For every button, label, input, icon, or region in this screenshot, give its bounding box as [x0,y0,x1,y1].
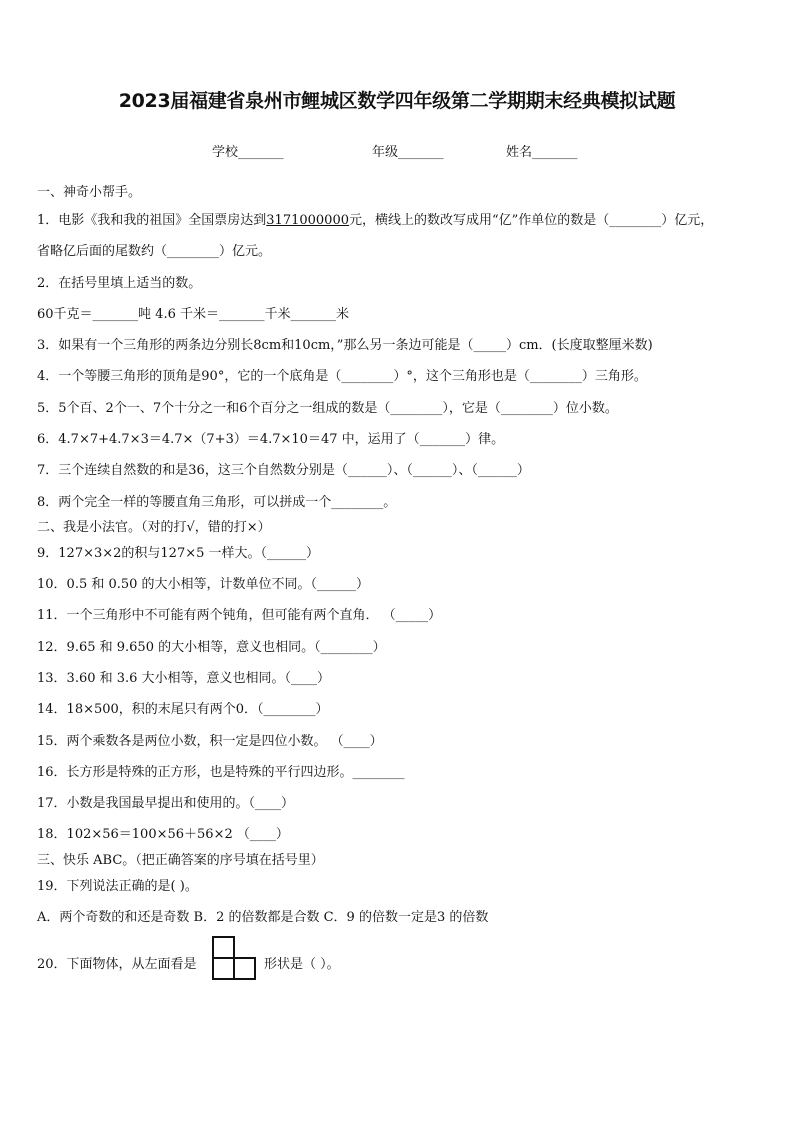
school-field [212,141,284,160]
school-blank: _______ [238,145,284,160]
question-10: 10．0.5 和 0.50 的大小相等，计数单位不同。（______） [37,577,370,592]
box-office-number: 3171000000 [266,213,349,228]
name-field [506,141,578,160]
left-view-figure [212,936,256,980]
question-19-options: A．两个奇数的和还是奇数 B．2 的倍数都是合数 C．9 的倍数一定是3 的倍数 [37,910,489,925]
question-9: 9．127×3×2的积与127×5 一样大。（______） [37,546,320,561]
section-3-heading: 三、快乐 ABC。（把正确答案的序号填在括号里） [37,853,324,868]
question-1-continued: 省略亿后面的尾数约（________）亿元。 [37,244,272,259]
question-6: 6．4.7×7+4.7×3＝4.7×（7+3）＝4.7×10＝47 中，运用了（_______）律。 [37,432,505,447]
question-1 [37,209,713,228]
name-blank: _______ [532,145,578,160]
question-1-text-rest: 元，横线上的数改写成用“亿”作单位的数是（________）亿元， [349,213,714,228]
question-1-text: 1．电影《我和我的祖国》全国票房达到 [37,213,267,228]
figure-square-top [212,936,235,959]
question-7: 7．三个连续自然数的和是36，这三个自然数分别是（______）、（______）、（______） [37,463,530,478]
section-2-heading: 二、我是小法官。（对的打√，错的打×） [37,520,271,535]
section-1-heading: 一、神奇小帮手。 [37,185,142,200]
question-18: 18．102×56＝100×56＋56×2 （____） [37,827,289,842]
question-3: 3．如果有一个三角形的两条边分别长8cm和10cm，”那么另一条边可能是（_____）cm．(长度取整厘米数) [37,338,653,353]
figure-square-bottom-right [233,957,256,980]
question-8: 8．两个完全一样的等腰直角三角形，可以拼成一个________。 [37,495,397,510]
question-17: 17．小数是我国最早提出和使用的。（____） [37,796,295,811]
grade-label: 年级 [372,145,399,160]
question-20-rest: 形状是（ ）。 [264,957,340,972]
question-20: 20．下面物体，从左面看是 [37,957,197,972]
question-15: 15．两个乘数各是两位小数，积一定是四位小数。 （____） [37,734,383,749]
question-11: 11．一个三角形中不可能有两个钝角，但可能有两个直角． （_____） [37,608,442,623]
question-13: 13．3.60 和 3.6 大小相等，意义也相同。（____） [37,671,331,686]
question-16: 16．长方形是特殊的正方形，也是特殊的平行四边形。________ [37,765,405,780]
question-5: 5．5个百、2个一、7个十分之一和6个百分之一组成的数是（________），它是（________）位小数。 [37,401,618,416]
grade-blank: _______ [398,145,444,160]
question-4: 4．一个等腰三角形的顶角是90°，它的一个底角是（________）°，这个三角形也是（________）三角形。 [37,369,647,384]
page-title: 2023届福建省泉州市鲤城区数学四年级第二学期期末经典模拟试题 [118,90,676,112]
question-19: 19．下列说法正确的是( )。 [37,879,198,894]
question-14: 14．18×500，积的末尾只有两个0．（________） [37,702,329,717]
figure-square-bottom-left [212,957,235,980]
question-2-items: 60千克＝_______吨 4.6 千米＝_______千米_______米 [37,307,349,322]
grade-field [372,141,444,160]
question-2: 2．在括号里填上适当的数。 [37,276,202,291]
question-12: 12．9.65 和 9.650 的大小相等，意义也相同。（________） [37,640,386,655]
name-label: 姓名 [506,145,533,160]
school-label: 学校 [212,145,239,160]
